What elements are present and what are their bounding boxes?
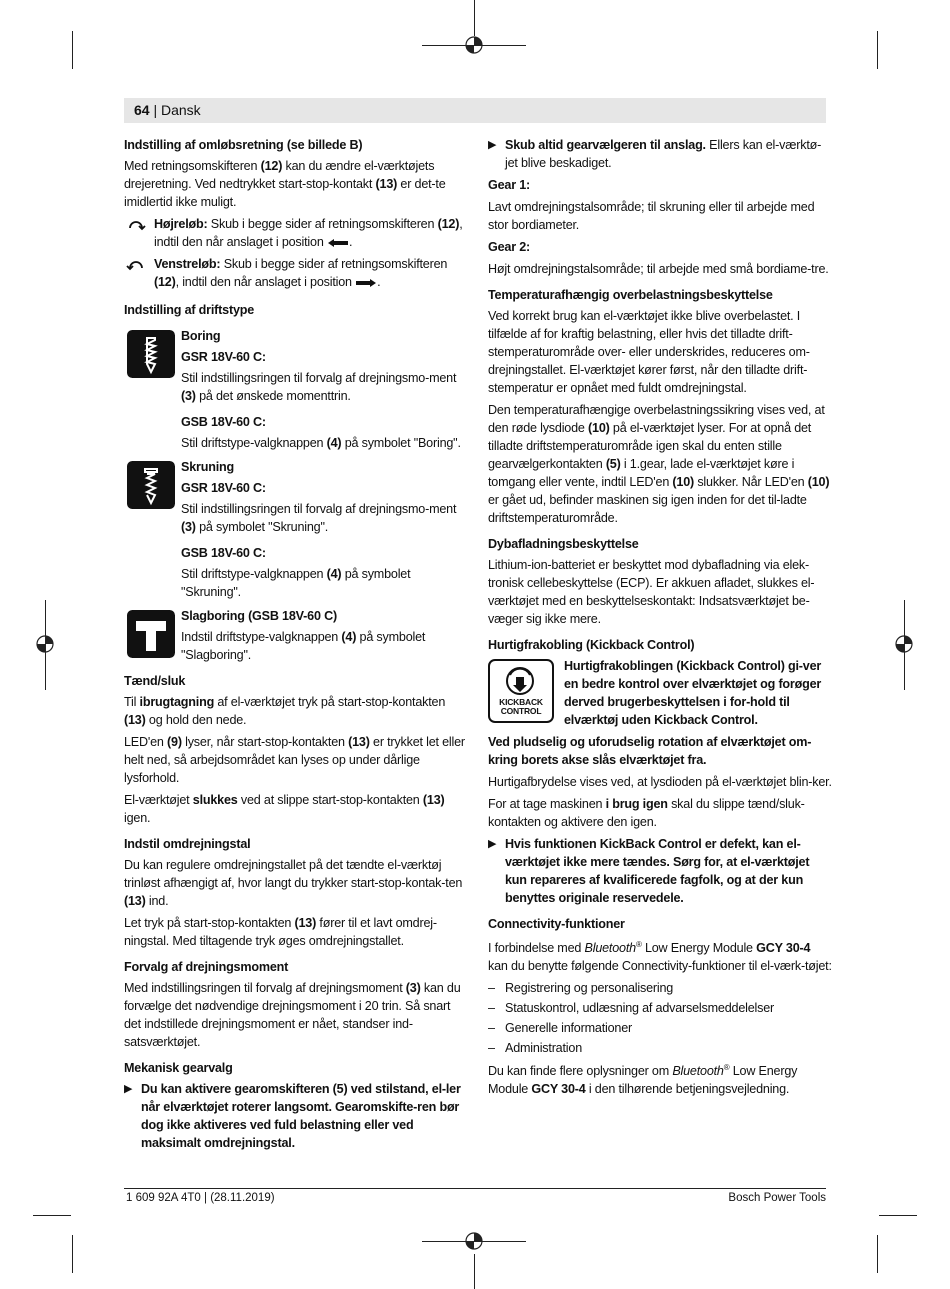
brand-name: Bosch Power Tools	[728, 1192, 826, 1204]
kickback-control-icon: KICKBACK CONTROL	[488, 659, 554, 723]
paragraph: Med retningsomskifteren (12) kan du ændre el-værktøjets drejeretning. Ved nedtrykket start-stop-kontakt (13) er det-te imidlertid ikke muligt.	[124, 159, 446, 209]
crop-mark	[877, 1235, 878, 1273]
arrow-right-icon	[355, 278, 377, 288]
triangle-bullet-icon: ▶	[488, 139, 497, 151]
hammer-icon	[127, 610, 175, 658]
crop-mark	[879, 1215, 917, 1216]
drill-bit-icon	[127, 330, 175, 378]
list-item: – Registrering og personalisering	[488, 981, 674, 996]
warning-item: ▶ Hvis funktionen KickBack Control er defekt, kan el-værktøjet ikke mere tændes. Sørg for, at el-værktøjet kun repareres af kvalificerede fagfolk, og at der kun benyttes originale reservedele.	[488, 837, 810, 905]
crop-mark	[72, 1235, 73, 1273]
list-item: – Generelle informationer	[488, 1021, 633, 1036]
heading-speed: Indstil omdrejningstal	[124, 837, 251, 851]
heading-onoff: Tænd/sluk	[124, 674, 186, 688]
crop-mark	[474, 1254, 475, 1289]
heading-temp: Temperaturafhængig overbelastningsbeskyttelse	[488, 288, 773, 302]
warning-item: ▶ Skub altid gearvælgeren til anslag. Ellers kan el-værktø-jet blive beskadiget.	[488, 138, 822, 170]
right-column: ▶ Skub altid gearvælgeren til anslag. Ellers kan el-værktø-jet blive beskadiget. Gear 1: Lavt omdrejningstalsområde; til skruning eller til arbejde med stor bordiameter. Gear 2: Højt omdrejningstalsområde; til arbejde med små bordiame-tre. Temperaturafhængig overbelastningsbeskyttelse Ved korrekt brug kan el-værktøjet ikke blive overbelastet. I tilfælde af for kraftig belastning, eller hvis det tilladte drift-stemperaturområde over- eller underskrides, reduceres om-drejningstallet. El-værktøjet kører først, når den tilladte drift-stemperatur er opnået med fuldt omdrejningstal. Den temperaturafhængige overbelastningssikring vises ved, at den røde lysdiode (10) på el-værktøjet lyser. For at opnå det tilladte driftstemperaturområde igen skal du enten stille gearvælgerkontakten (5) i 1.gear, lade el-værktøjet køre i tomgang eller vente, indtil LED'en (10) slukker. Når LED'en (10) er gået ud, befinder maskinen sig igen inden for det til-ladte driftstemperaturområde. Dybafladningsbeskyttelse Lithium-ion-batteriet er beskyttet mod dybafladning via elek-tronisk cellebeskyttelse (ECP). Er akkuen afladet, slukkes el-værktøjet med en beskyttelseskontakt: Indsatsværktøjet be-væger sig ikke mere. Hurtigfrakobling (Kickback Control) KICKBACK CONTROL Hurtigfrakoblingen (Kickback Control) gi-ver en bedre kontrol over elværktøjet og forøger derved brugerbeskyttelsen i for-hold til elværktøj uden Kickback Control. Ved pludselig og uforudselig rotation af elværktøjet om-kring borets akse slås elværktøjet fra. Hurtigafbrydelse vises ved, at lysdioden på el-værktøjet blin-ker. For at tage maskinen i brug igen skal du slippe tænd/sluk-kontakten og aktivere den igen. ▶ Hvis funktionen KickBack Control er defekt, kan el-værktøjet ikke mere tændes. Sørg for, at el-værktøjet kun repareres af kvalificerede fagfolk, og at der kun benyttes originale reservedele. Connectivity-funktioner I forbindelse med Bluetooth® Low Energy Module GCY 30-4 kan du benytte følgende Connectivity-funktioner til el-værk-tøjet: – Registrering og personalisering – Statuskontrol, udlæsning af advarselsmeddelelser – Generelle informationer – Administration Du kan finde flere oplysninger om Bluetooth® Low Energy Module GCY 30-4 i den tilhørende betjeningsvejledning.	[488, 138, 832, 1097]
counterclockwise-rotation-icon	[126, 256, 146, 272]
heading-connectivity: Connectivity-funktioner	[488, 917, 625, 931]
triangle-bullet-icon: ▶	[124, 1083, 133, 1095]
right-rotation-item: Højreløb: Skub i begge sider af retningsomskifteren (12), indtil den når anslaget i position .	[124, 215, 469, 251]
heading-mode: Indstilling af driftstype	[124, 303, 255, 317]
list-item: – Administration	[488, 1041, 582, 1056]
registration-mark-icon	[32, 631, 58, 657]
list-item: – Statuskontrol, udlæsning af advarselsmeddelelser	[488, 1001, 775, 1016]
mode-skruning: Skruning GSR 18V-60 C: Stil indstillingsringen til forvalg af drejningsmo-ment (3) på symbolet "Skruning". GSB 18V-60 C: Stil driftstype-valgknappen (4) på symbolet "Skruning".	[124, 458, 469, 601]
arrow-left-icon	[327, 238, 349, 248]
registration-mark-icon	[891, 631, 917, 657]
left-rotation-item: Venstreløb: Skub i begge sider af retningsomskifteren (12), indtil den når anslaget i position .	[124, 255, 469, 291]
heading-torque: Forvalg af drejningsmoment	[124, 960, 289, 974]
registration-mark-icon	[461, 1228, 487, 1254]
clockwise-rotation-icon	[126, 216, 146, 232]
section-name: Dansk	[161, 102, 201, 118]
mode-boring: Boring GSR 18V-60 C: Stil indstillingsringen til forvalg af drejningsmo-ment (3) på det ønskede momenttrin. GSB 18V-60 C: Stil driftstype-valgknappen (4) på symbolet "Boring".	[124, 327, 469, 452]
crop-mark	[33, 1215, 71, 1216]
left-column: Indstilling af omløbsretning (se billede B) Med retningsomskifteren (12) kan du ændre el-værktøjets drejeretning. Ved nedtrykket start-stop-kontakt (13) er det-te imidlertid ikke muligt. Højreløb: Skub i begge sider af retningsomskifteren (12), indtil den når anslaget i position . Venstreløb: Skub i begge sider af retningsomskifteren (12), indtil den når anslaget i position . Indstilling af driftstype Boring GSR 18V-60 C: Stil indstillingsringen til forvalg af drejningsmo-ment (3) på det ønskede momenttrin. GSB 18V-60 C: Stil driftstype-valgknappen (4) på symbolet "Boring". Skruning GSR 18V-60 C: Stil indstillingsringen til forvalg af drejningsmo-ment (3) på symbolet "Skruning". GSB 18V-60 C: Stil driftstype-valgknappen (4) på symbolet "Skruning". Slagboring (GSB 18V-60 C) Indstil driftstype-valgknappen (4) på symbolet "Slagboring". Tænd/sluk Til ibrugtagning af el-værktøjet tryk på start-stop-kontakten (13) og hold den nede. LED'en (9) lyser, når start-stop-kontakten (13) er trykket let eller helt ned, så arbejdsområdet kan lyses op under dårlige lysforhold. El-værktøjet slukkes ved at slippe start-stop-kontakten (13) igen. Indstil omdrejningstal Du kan regulere omdrejningstallet på det tændte el-værktøj trinløst afhængigt af, hvor langt du trykker start-stop-kontak-ten (13) ind. Let tryk på start-stop-kontakten (13) fører til et lavt omdrej-ningstal. Med tiltagende tryk øges omdrejningstallet. Forvalg af drejningsmoment Med indstillingsringen til forvalg af drejningsmoment (3) kan du forvælge det nødvendige drejningsmoment i 20 trin. Så snart det indstillede drejningsmoment er nået, standser ind-satsværktøjet. Mekanisk gearvalg ▶ Du kan aktivere gearomskifteren (5) ved stilstand, el-ler når elværktøjet roterer langsomt. Gearomskifte-ren bør dog ikke aktiveres ved fuld belastning eller ved maksimalt omdrejningstal.	[124, 136, 469, 1156]
warning-item: ▶ Du kan aktivere gearomskifteren (5) ved stilstand, el-ler når elværktøjet roterer langsomt. Gearomskifte-ren bør dog ikke aktiveres ved fuld belastning eller ved maksimalt omdrejningstal.	[124, 1082, 461, 1150]
page-number: 64	[134, 102, 150, 118]
triangle-bullet-icon: ▶	[488, 838, 497, 850]
mode-slagboring: Slagboring (GSB 18V-60 C) Indstil driftstype-valgknappen (4) på symbolet "Slagboring".	[124, 607, 469, 664]
screw-icon	[127, 461, 175, 509]
heading-kickback: Hurtigfrakobling (Kickback Control)	[488, 638, 695, 652]
page-header: 64 | Dansk	[124, 98, 826, 123]
crop-mark	[877, 31, 878, 69]
page-footer	[124, 1188, 826, 1204]
registration-mark-icon	[461, 32, 487, 58]
heading-rotation: Indstilling af omløbsretning (se billede B)	[124, 138, 363, 152]
kickback-block: KICKBACK CONTROL Hurtigfrakoblingen (Kickback Control) gi-ver en bedre kontrol over elværktøjet og forøger derved brugerbeskyttelsen i for-hold til elværktøj uden Kickback Control.	[488, 657, 833, 729]
crop-mark	[474, 0, 475, 36]
crop-mark	[72, 31, 73, 69]
heading-deep: Dybafladningsbeskyttelse	[488, 537, 639, 551]
heading-gear: Mekanisk gearvalg	[124, 1061, 233, 1075]
document-code: 1 609 92A 4T0 | (28.11.2019)	[126, 1192, 275, 1204]
